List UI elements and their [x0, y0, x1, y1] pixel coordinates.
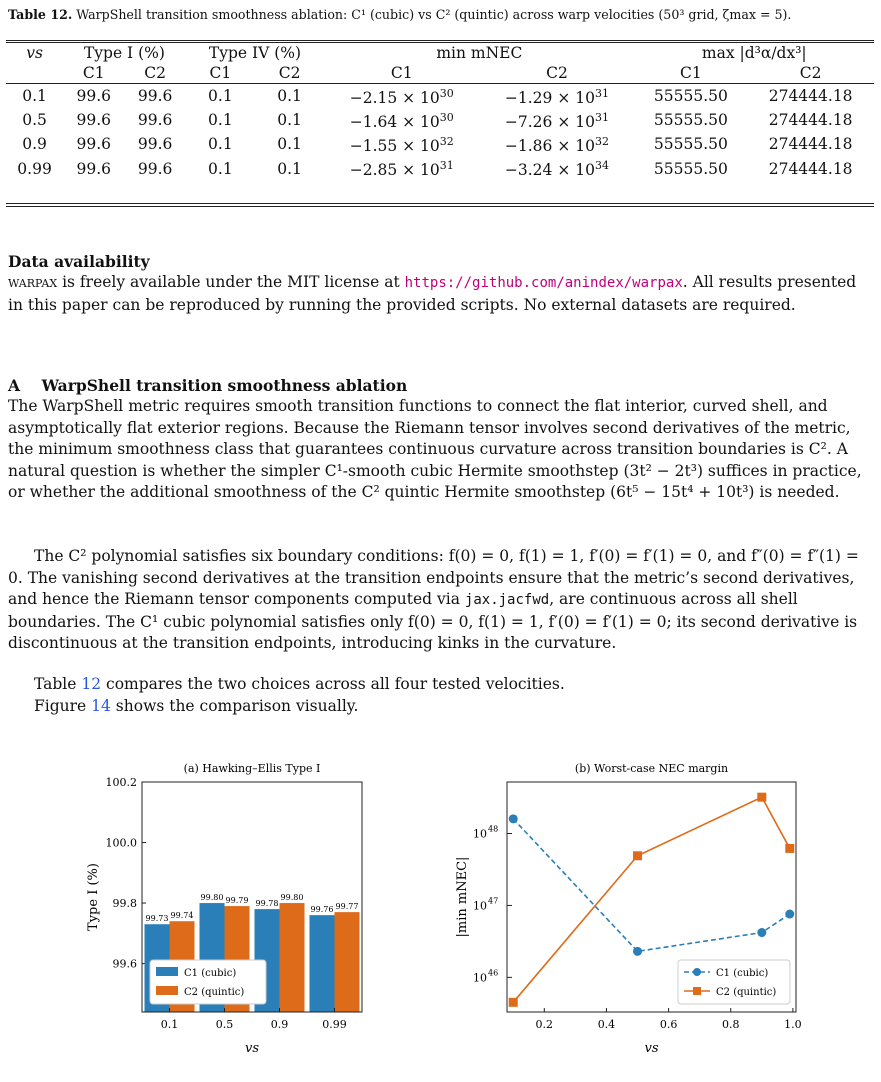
appendix-p4 — [8, 696, 876, 718]
chart-b-legend — [678, 960, 790, 1004]
x-tick-label: 0.8 — [721, 1018, 740, 1031]
table-sub-header-row — [6, 63, 874, 84]
col-max-d3alpha: max |d³α/dx³| — [701, 44, 807, 62]
table-cell: 55555.50 — [653, 135, 728, 154]
caption-text: WarpShell transition smoothness ablation: C¹ (cubic) vs C² (quintic) across warp velocities (50³ grid, ζmax = 5). — [76, 7, 792, 22]
sub-header: C2 — [479, 63, 634, 84]
ablation-table — [6, 40, 874, 181]
sub-header: C2 — [747, 63, 874, 84]
x-tick-label: 1.0 — [784, 1018, 802, 1031]
p3-text: compares the two choices across all four tested velocities. — [101, 675, 565, 693]
table-cell: 0.5 — [22, 111, 47, 130]
table-label: Table 12. — [8, 7, 73, 22]
appendix-letter: A — [8, 376, 21, 395]
bar-c1 — [310, 915, 335, 1012]
data-point-c2 — [757, 793, 766, 802]
table-cell: $-1.29 \times 10^{31}$ — [504, 87, 609, 108]
y-tick-label: 100.0 — [105, 836, 137, 850]
table-body — [6, 84, 874, 181]
sub-header: C1 — [635, 63, 748, 84]
col-vs: vs — [26, 44, 43, 62]
bar-data-label: 99.78 — [255, 899, 279, 909]
da-text-3: . All results presented in this paper can be reproduced by running the provided scripts. No external datasets are required. — [8, 273, 857, 314]
y-tick-label: 99.8 — [112, 897, 137, 911]
table-cell: 99.6 — [137, 111, 173, 130]
da-text-2: is freely available under the MIT license at — [57, 273, 405, 291]
data-point-c1 — [633, 947, 642, 956]
y-tick-exponent: 47 — [488, 896, 499, 906]
table-cell: 0.1 — [277, 87, 302, 106]
table-cell: 274444.18 — [768, 87, 853, 106]
table-cell: 55555.50 — [653, 111, 728, 130]
legend-label: C2 (quintic) — [184, 987, 245, 998]
appendix-p2 — [8, 546, 876, 655]
table-ref-link[interactable]: 12 — [81, 675, 102, 693]
table-cell: $-1.86 \times 10^{32}$ — [504, 135, 609, 156]
table-cell: 0.1 — [208, 111, 233, 130]
legend-label: C1 (cubic) — [184, 968, 237, 979]
table-cell: 0.1 — [277, 111, 302, 130]
github-link[interactable]: https://github.com/anindex/warpax — [404, 275, 683, 291]
x-tick-label: 0.2 — [535, 1018, 554, 1031]
table-cell: 0.1 — [277, 135, 302, 154]
table-cell: $-1.55 \times 10^{32}$ — [349, 135, 454, 156]
figure-14 — [0, 752, 881, 1082]
table-cell: 0.99 — [17, 159, 52, 178]
chart-type1-bars — [86, 762, 362, 1056]
y-tick-exponent: 48 — [488, 824, 499, 834]
table-row — [6, 84, 874, 109]
data-point-c1 — [509, 814, 518, 823]
table-cell: 99.6 — [137, 159, 173, 178]
bar-data-label: 99.76 — [310, 905, 334, 915]
data-point-c1 — [757, 928, 766, 937]
data-availability-heading: Data availability — [8, 252, 150, 271]
code-jacfwd: jax.jacfwd — [464, 592, 550, 608]
col-min-mnec: min mNEC — [436, 44, 523, 62]
table-cell: 274444.18 — [768, 111, 853, 130]
data-point-c1 — [785, 910, 794, 919]
y-tick-label: 10 — [473, 971, 487, 985]
x-tick-label: 0.1 — [160, 1018, 179, 1031]
chart-b-title: (b) Worst-case NEC margin — [574, 762, 729, 775]
chart-a-legend — [150, 960, 266, 1004]
bar-data-label: 99.79 — [225, 896, 249, 906]
table-cell: $-3.24 \times 10^{34}$ — [504, 159, 609, 180]
legend-marker — [693, 987, 701, 995]
table-row — [6, 156, 874, 180]
bar-c2 — [280, 903, 305, 1012]
bar-c2 — [335, 912, 360, 1012]
p4-text: shows the comparison visually. — [110, 697, 359, 715]
table-cell: 274444.18 — [768, 135, 853, 154]
x-tick-label: 0.9 — [270, 1018, 289, 1031]
x-tick-label: 0.5 — [215, 1018, 234, 1031]
legend-label: C2 (quintic) — [716, 987, 777, 998]
data-point-c2 — [785, 844, 794, 853]
chart-a-ylabel: Type I (%) — [86, 863, 101, 931]
table-cell: $-2.85 \times 10^{31}$ — [349, 159, 454, 180]
data-point-c2 — [633, 851, 642, 860]
data-availability-text — [8, 272, 876, 316]
legend-swatch — [156, 967, 178, 976]
table-cell: 99.6 — [137, 135, 173, 154]
table-cell: 99.6 — [76, 111, 112, 130]
table-cell: 0.9 — [22, 135, 47, 154]
p3-pre: Table — [34, 675, 82, 693]
y-tick-exponent: 46 — [488, 968, 499, 978]
chart-a-xlabel: vs — [244, 1041, 260, 1056]
bar-data-label: 99.77 — [335, 902, 359, 912]
legend-marker — [693, 968, 701, 976]
bar-data-label: 99.80 — [200, 893, 224, 903]
data-point-c2 — [509, 998, 518, 1007]
chart-a-title: (a) Hawking–Ellis Type I — [183, 762, 321, 775]
table-cell: 0.1 — [208, 87, 233, 106]
x-tick-label: 0.6 — [659, 1018, 678, 1031]
y-tick-label: 10 — [473, 827, 487, 841]
x-tick-label: 0.99 — [322, 1018, 347, 1031]
bar-data-label: 99.80 — [280, 893, 304, 903]
bar-data-label: 99.74 — [170, 911, 194, 921]
col-type1: Type I (%) — [83, 44, 165, 62]
legend-label: C1 (cubic) — [716, 968, 769, 979]
table-cell: 99.6 — [76, 159, 112, 178]
sub-header: C2 — [124, 63, 185, 84]
appendix-title: WarpShell transition smoothness ablation — [41, 376, 408, 395]
chart-b-ylabel: |min mNEC| — [455, 856, 470, 938]
chart-nec-margin — [455, 762, 802, 1056]
table-cell: 0.1 — [208, 135, 233, 154]
p2-text-a: The C² polynomial satisfies six boundary conditions: f(0) = 0, f(1) = 1, f′(0) = f′(1) = 0, and f″(0) = f″(1) = 0. The vanishing second derivatives at the transition endpoints ensure that the metric’s second derivatives, and hence the Riemann tensor components computed via — [8, 547, 859, 608]
sub-header: C1 — [63, 63, 124, 84]
table-cell: 55555.50 — [653, 159, 728, 178]
p2-text-b: , are continuous across all shell boundaries. The C¹ cubic polynomial satisfies only f(0) = 0, f(1) = 1, f′(0) = f′(1) = 0; its second derivative is discontinuous at the transition endpoints, introducing kinks in the curvature. — [8, 590, 858, 652]
sub-header: C1 — [324, 63, 479, 84]
p4-pre: Figure — [34, 697, 92, 715]
chart-b-xlabel: vs — [644, 1041, 659, 1056]
table-row — [6, 108, 874, 132]
warpax-name: warpax — [8, 273, 58, 291]
appendix-p3 — [8, 674, 876, 696]
table-bottom-rule — [6, 203, 874, 207]
table-cell: 0.1 — [22, 87, 47, 106]
table-caption — [8, 6, 874, 23]
col-type4: Type IV (%) — [208, 44, 302, 62]
series-line-c1 — [513, 819, 790, 952]
y-tick-label: 99.6 — [112, 957, 137, 971]
table-row — [6, 132, 874, 156]
table-group-header-row — [6, 42, 874, 64]
table-cell: $-1.64 \times 10^{30}$ — [349, 111, 454, 132]
figure-ref-link[interactable]: 14 — [91, 697, 111, 715]
table-cell: 99.6 — [137, 87, 173, 106]
y-tick-label: 100.2 — [105, 776, 137, 789]
table-cell: 0.1 — [277, 159, 302, 178]
y-tick-label: 10 — [473, 899, 487, 913]
table-cell: 99.6 — [76, 87, 112, 106]
sub-header-blank — [6, 63, 63, 84]
sub-header: C1 — [186, 63, 255, 84]
appendix-heading — [8, 376, 407, 395]
sub-header: C2 — [255, 63, 324, 84]
table-cell: $-7.26 \times 10^{31}$ — [504, 111, 609, 132]
table-cell: 0.1 — [208, 159, 233, 178]
legend-swatch — [156, 986, 178, 995]
table-cell: $-2.15 \times 10^{30}$ — [349, 87, 454, 108]
bar-data-label: 99.73 — [145, 914, 169, 924]
x-tick-label: 0.4 — [597, 1018, 616, 1031]
table-cell: 99.6 — [76, 135, 112, 154]
appendix-p1: The WarpShell metric requires smooth transition functions to connect the flat interior, curved shell, and asymptotically flat exterior regions. Because the Riemann tensor involves second derivatives of the metric, the minimum smoothness class that guarantees continuous curvature across transition boundaries is C². A natural question is whether the simpler C¹-smooth cubic Hermite smoothstep (3t² − 2t³) suffices in practice, or whether the additional smoothness of the C² quintic Hermite smoothstep (6t⁵ − 15t⁴ + 10t³) is needed. — [8, 397, 862, 501]
table-cell: 55555.50 — [653, 87, 728, 106]
table-cell: 274444.18 — [768, 159, 853, 178]
